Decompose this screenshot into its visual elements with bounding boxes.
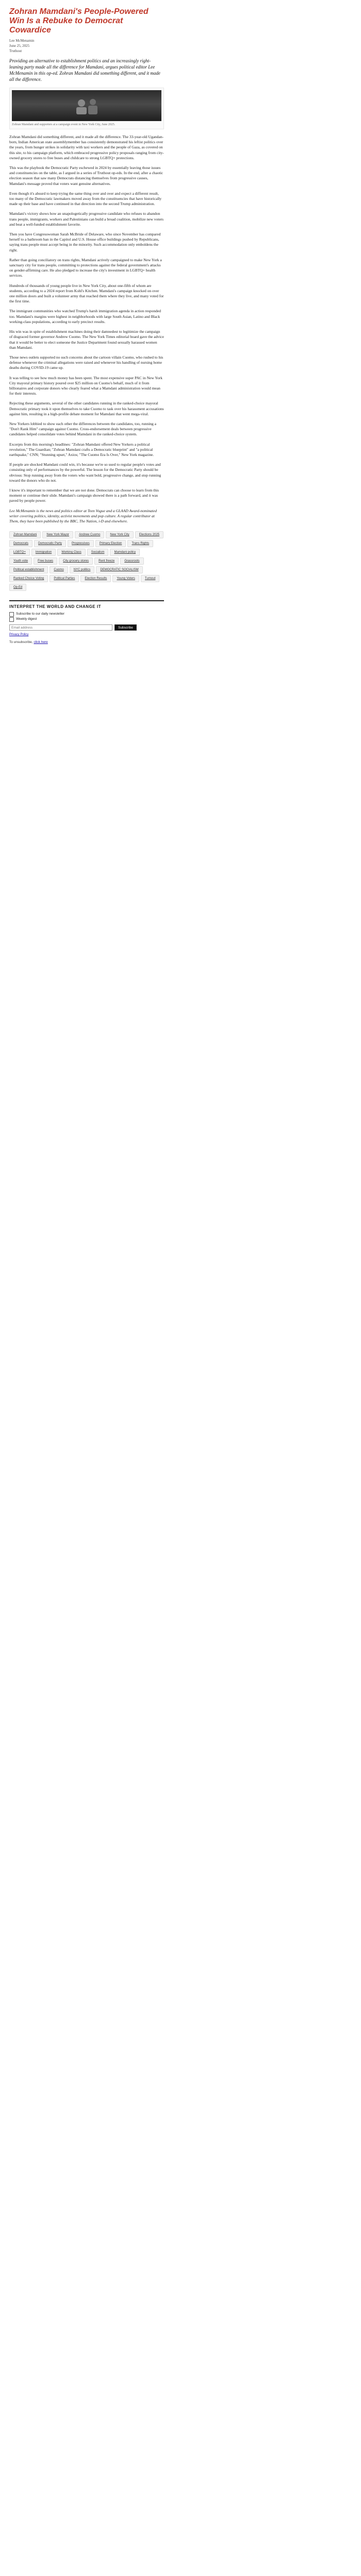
daily-checkbox[interactable] [9, 612, 14, 617]
page-top [0, 0, 361, 4]
article-paragraph: New Yorkers lobbied to show each other the differences between the candidates, too, running a "Don't Rank Him" campaign against Cuomo. Cross-endorsement deals between progressive candidates helped consolidate votes behind Mamdani in the ranked-choice system. [9, 421, 156, 437]
tag-link[interactable]: Ranked Choice Voting [9, 575, 48, 582]
privacy-policy-link[interactable]: Privacy Policy [9, 633, 29, 637]
newsletter-option-daily[interactable] [9, 612, 164, 617]
tag-link[interactable]: Immigration [31, 549, 56, 556]
article-paragraph: Then you have Congresswoman Sarah McBride of Delaware, who since November has compared herself to a bathroom ban in the Capitol and U.S. House office buildings pushed by Republicans, saying trans people must accept being in the minority. Such accommodation only emboldens the right. [9, 232, 161, 252]
article-body [9, 134, 164, 504]
privacy-row [9, 633, 164, 636]
tag-link[interactable]: Political establishment [9, 566, 48, 573]
article-paragraph: Zohran Mamdani did something different, and it made all the difference. The 33-year-old Ugandan-born, Indian American state assemblymember has consistently demonstrated his leftist politics over the years, from hunger strikes in solidarity with taxi workers and the people of Gaza, as covered on this site, to his campaign platform, which embraced progressive policy proposals ranging from city-owned grocery stores to free buses and childcare to strong LGBTQ+ protections. [9, 134, 164, 160]
tag-link[interactable]: Andrew Cuomo [75, 531, 104, 538]
article-paragraph: I know it's important to remember that we are not done. Democrats can choose to learn from this moment or continue their slide. Mamdani's campaign showed there is a path forward, and it was paved by people power. [9, 487, 159, 503]
newsletter-option-weekly[interactable] [9, 617, 164, 622]
article-paragraph: It was telling to see how much money has been spent. The most expensive super PAC in New York City mayoral primary history poured over $25 million on Cuomo's behalf, much of it from billionaires and corporate donors who clearly feared what a Mamdani administration would mean for their interests. [9, 375, 163, 396]
newsletter-title: INTERPRET THE WORLD AND CHANGE IT [9, 604, 101, 609]
weekly-checkbox[interactable] [9, 617, 14, 622]
tag-list [9, 531, 164, 591]
byline-source: Truthout [9, 49, 22, 53]
article-paragraph: Those news outlets supported no such concerns about the cartoon villain Cuomo, who rushed to his defense whenever the criminal allegations were raised and whenever his handling of nursing home deaths during COVID-19 came up. [9, 354, 163, 370]
subscribe-button[interactable]: Subscribe [114, 624, 137, 631]
tag-link[interactable]: Democratic Party [34, 540, 66, 547]
tag-link[interactable]: City grocery stores [59, 557, 93, 565]
byline-date: June 25, 2025 [9, 44, 30, 48]
article-paragraph: His win was in spite of establishment machines doing their damnedest to legitimize the campaign of disgraced former governor Andrew Cuomo. The New York Times editorial board gave the advice that it would be better to elect someone the Justice Department found sexually harassed women than Mamdani. [9, 329, 164, 350]
tag-link[interactable]: Progressives [68, 540, 94, 547]
newsletter-signup [9, 600, 164, 636]
tag-link[interactable]: Young Voters [112, 575, 139, 582]
tag-link[interactable]: Working Class [57, 549, 86, 556]
article-paragraph: Excerpts from this morning's headlines: "Zohran Mamdani offered New Yorkers a political revolution," The Guardian; "Zohran Mamdani crafts a Democratic blueprint" and "a political earthquake," CNN; "Stunning upset," Axios; "The Cuomo Era Is Over," New York magazine. [9, 442, 154, 457]
byline-author: Lee McMenamin [9, 39, 35, 43]
tag-link[interactable]: DEMOCRATIC SOCIALISM [96, 566, 142, 573]
article-dek: Providing an alternative to establishment politics and an increasingly right-leaning party made all the difference for Mamdani, argues political editor Lee McMenamin in this op-ed. Zohran Mamdani did something different, and it made all the difference. [9, 58, 160, 82]
tag-link[interactable]: LGBTQ+ [9, 549, 30, 556]
article-paragraph: Mamdani's victory shows how an unapologetically progressive candidate who refuses to abandon trans people, immigrants, workers and Palestinians can build a broad coalition, mobilize new voters and beat a well-funded establishment favorite. [9, 211, 164, 227]
tag-link[interactable]: Op-Ed [9, 584, 26, 591]
tag-link[interactable]: Democrats [9, 540, 32, 547]
newsletter-form-row [9, 624, 164, 631]
tag-link[interactable]: Cuomo [50, 566, 68, 573]
tag-link[interactable]: Turnout [141, 575, 159, 582]
article-paragraph: Hundreds of thousands of young people live in New York City, about one-fifth of whom are students, according to a 2024 report from Kohl's Kitchen. Mamdani's campaign knocked on over one million doors and built a volunteer army that reached them where they live, and many voted for the first time. [9, 283, 164, 304]
tag-link[interactable]: Elections 2025 [135, 531, 163, 538]
tag-link[interactable]: Primary Election [95, 540, 126, 547]
tag-link[interactable]: Trans Rights [127, 540, 153, 547]
article-paragraph: Rather than going conciliatory on trans rights, Mamdani actively campaigned to make New York a sanctuary city for trans people, committing to protections against the federal government's attacks on gender-affirming care. He also pledged to increase the city's investment in LGBTQ+ health services. [9, 257, 162, 278]
lead-figure [9, 88, 164, 129]
article-headline: Zohran Mamdani's People-Powered Win Is a Rebuke to Democrat Cowardice [9, 7, 149, 35]
tag-link[interactable]: Grassroots [120, 557, 143, 565]
tag-link[interactable]: Mamdani policy [110, 549, 140, 556]
tag-link[interactable]: New York City [106, 531, 133, 538]
article-paragraph: This was the playbook the Democratic Party eschewed in 2024 by essentially leaving those issues and constituencies on the table, as I argued in a series of Truthout op-eds. In the end, after a chaotic election season that saw many Democrats distancing themselves from progressive causes, Mamdani's message proved that voters want genuine alternatives. [9, 165, 163, 186]
unsubscribe-link[interactable]: click here [34, 640, 48, 645]
unsubscribe-note [9, 640, 164, 644]
article-paragraph: Even though it's absurd to keep trying the same thing over and over and expect a different result, too many of the Democratic lawmakers moved away from the constituencies that have historically made up their base and have continued in that direction into the second Trump administration. [9, 191, 162, 207]
lead-photo [12, 90, 161, 121]
unsubscribe-text: To unsubscribe, [9, 640, 33, 645]
tag-link[interactable]: New York Mayor [42, 531, 73, 538]
tag-link[interactable]: NYC politics [70, 566, 95, 573]
author-bio: Lee McMenamin is the news and politics editor at Teen Vogue and a GLAAD Award-nominated writer covering politics, identity, activist movements and pop culture. A regular contributor at Them, they have been published by the BBC, The Nation, i-D and elsewhere. [9, 508, 157, 523]
tag-link[interactable]: Zohran Mamdani [9, 531, 41, 538]
article [9, 4, 164, 644]
article-paragraph: If people are shocked Mamdani could win, it's because we're so used to regular people's votes and consisting only of performances by the powerful. The lesson for the Democratic Party should be obvious: Stop running away from the voters who want bold, progressive change, and stop running toward the donors who do not. [9, 462, 161, 483]
article-paragraph: Rejecting these arguments, several of the other candidates running in the ranked-choice mayoral Democratic primary took it upon themselves to take Cuomo to task over his harassment accusations against him, resulting in a high-profile debate moment for Mamdani that went mega-viral. [9, 401, 164, 416]
email-field[interactable] [9, 624, 112, 631]
newsletter-option-label: Weekly digest [16, 617, 37, 621]
photo-caption: Zohran Mamdani and supporters at a campaign event in New York City, June 2025. [12, 123, 116, 126]
tag-link[interactable]: Socialism [87, 549, 109, 556]
tag-link[interactable]: Free buses [34, 557, 57, 565]
newsletter-option-label: Subscribe to our daily newsletter [16, 612, 64, 616]
tag-link[interactable]: Youth vote [9, 557, 32, 565]
article-paragraph: The immigrant communities who watched Trump's harsh immigration agenda in action responded too. Mamdani's margins were highest in neighborhoods with large South Asian, Latino and Black working-class populations, according to early precinct results. [9, 309, 161, 324]
tag-link[interactable]: Political Parties [50, 575, 79, 582]
tag-link[interactable]: Election Results [80, 575, 111, 582]
tag-link[interactable]: Rent freeze [94, 557, 119, 565]
photo-placeholder-icon [71, 95, 102, 116]
